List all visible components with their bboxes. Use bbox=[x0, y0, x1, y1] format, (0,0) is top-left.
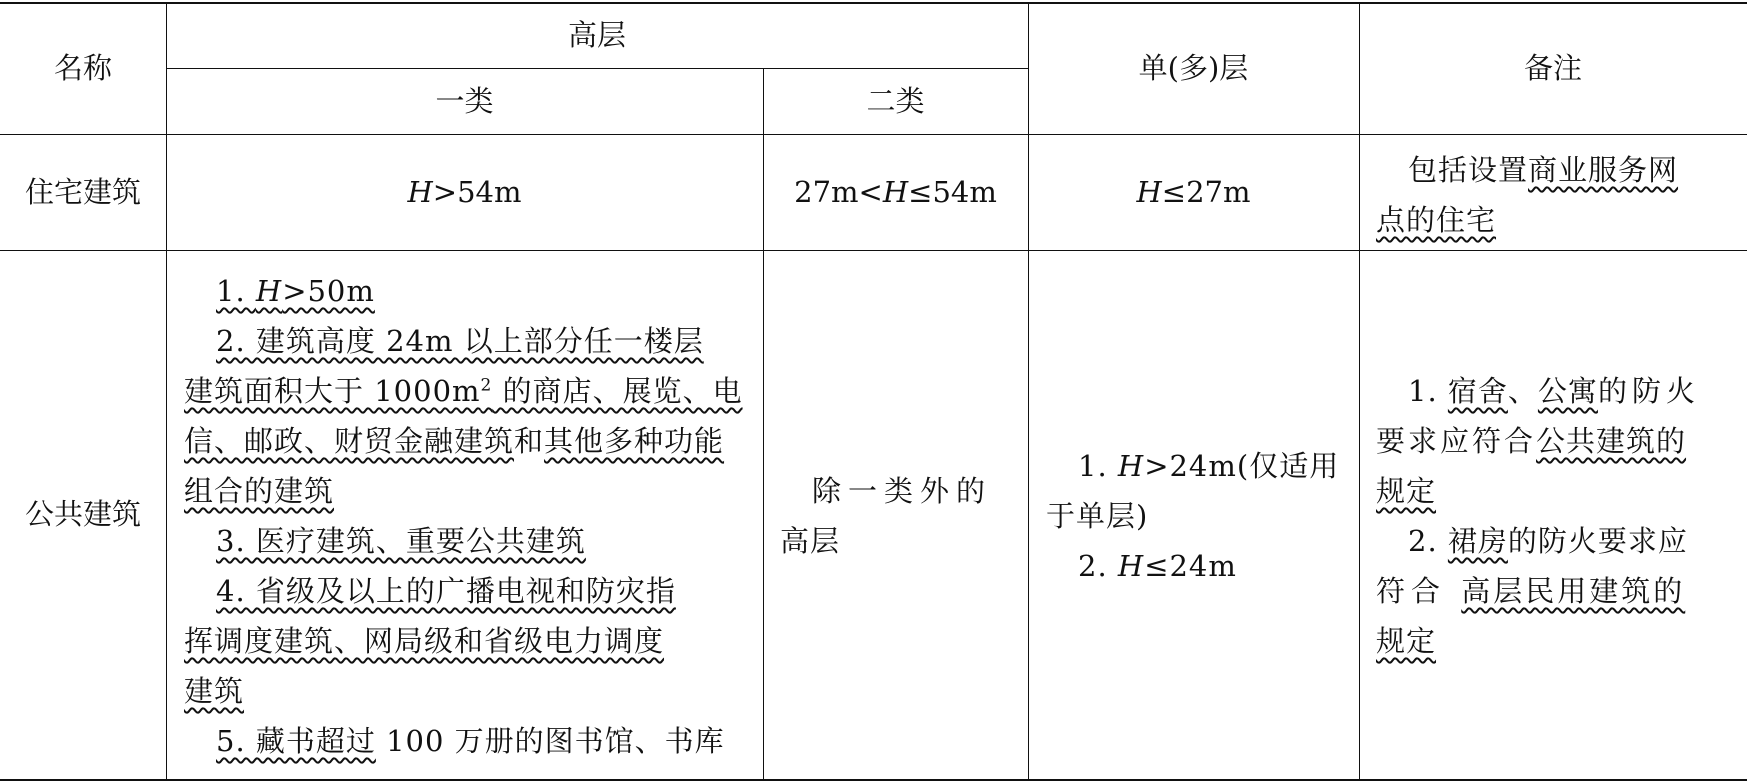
residential-class-one bbox=[166, 134, 763, 250]
remark-line: 1. 宿舍、公寓的防火 bbox=[1408, 374, 1700, 408]
residential-name: 住宅建筑 bbox=[24, 174, 141, 209]
header-high-rise: 高层 bbox=[567, 18, 626, 52]
text-line: 于单层) bbox=[1046, 499, 1149, 533]
criterion-line: 4. 省级及以上的广播电视和防灾指 bbox=[216, 574, 676, 608]
residential-single-multi bbox=[1028, 134, 1359, 250]
value-text: 27m< bbox=[794, 174, 883, 209]
header-remarks: 备注 bbox=[1523, 51, 1582, 85]
header-class-two: 二类 bbox=[866, 83, 925, 118]
bottom-rule bbox=[0, 779, 1747, 781]
value-text: ≤27m bbox=[1161, 174, 1251, 209]
public-remarks bbox=[1376, 366, 1738, 666]
remark-line: 规定 bbox=[1376, 474, 1437, 508]
header-name: 名称 bbox=[53, 51, 112, 85]
remark-line: 符合 高层民用建筑的 bbox=[1376, 574, 1686, 608]
criterion-line: 2. 建筑高度 24m 以上部分任一楼层 bbox=[216, 324, 704, 358]
remark-line: 包括设置商业服务网 bbox=[1408, 153, 1679, 187]
criterion-line: 建筑面积大于 $1000m^2$ 的商店、展览、电 bbox=[184, 374, 743, 408]
criterion-line: 挥调度建筑、网局级和省级电力调度 bbox=[184, 624, 665, 658]
public-class-one bbox=[184, 266, 754, 766]
residential-remarks bbox=[1376, 145, 1738, 245]
criterion-line: 信、邮政、财贸金融建筑和其他多种功能 bbox=[184, 424, 725, 458]
remark-line: 规定 bbox=[1376, 624, 1437, 658]
public-name: 公共建筑 bbox=[24, 497, 141, 531]
public-single-multi bbox=[1046, 441, 1356, 591]
header-class-one: 一类 bbox=[435, 83, 494, 118]
header-single-multi: 单(多)层 bbox=[1138, 51, 1249, 85]
text-line: 2. H≤24m bbox=[1078, 549, 1237, 583]
h-symbol: H bbox=[882, 174, 909, 209]
text-line: 高层 bbox=[780, 524, 841, 558]
remark-line: 2. 裙房的防火要求应 bbox=[1408, 524, 1688, 558]
h-symbol: H bbox=[407, 174, 433, 209]
criterion-line: 建筑 bbox=[184, 674, 245, 708]
residential-bottom-rule bbox=[0, 250, 1747, 251]
criterion-line: 1. H>50m bbox=[216, 274, 375, 308]
remark-line: 点的住宅 bbox=[1376, 203, 1497, 237]
criterion-line: 3. 医疗建筑、重要公共建筑 bbox=[216, 524, 586, 558]
criterion-line: 5. 藏书超过 100 万册的图书馆、书库 bbox=[216, 724, 725, 758]
public-class-two bbox=[780, 466, 1020, 566]
text-line: 除一类外的 bbox=[812, 474, 993, 508]
h-symbol: H bbox=[1136, 174, 1162, 209]
value-text: >54m bbox=[432, 174, 522, 209]
criterion-line: 组合的建筑 bbox=[184, 474, 335, 508]
remark-line: 要求应符合公共建筑的 bbox=[1376, 424, 1687, 458]
value-text: ≤54m bbox=[908, 174, 997, 209]
residential-class-two bbox=[763, 134, 1028, 250]
text-line: 1. H>24m(仅适用 bbox=[1078, 449, 1340, 483]
